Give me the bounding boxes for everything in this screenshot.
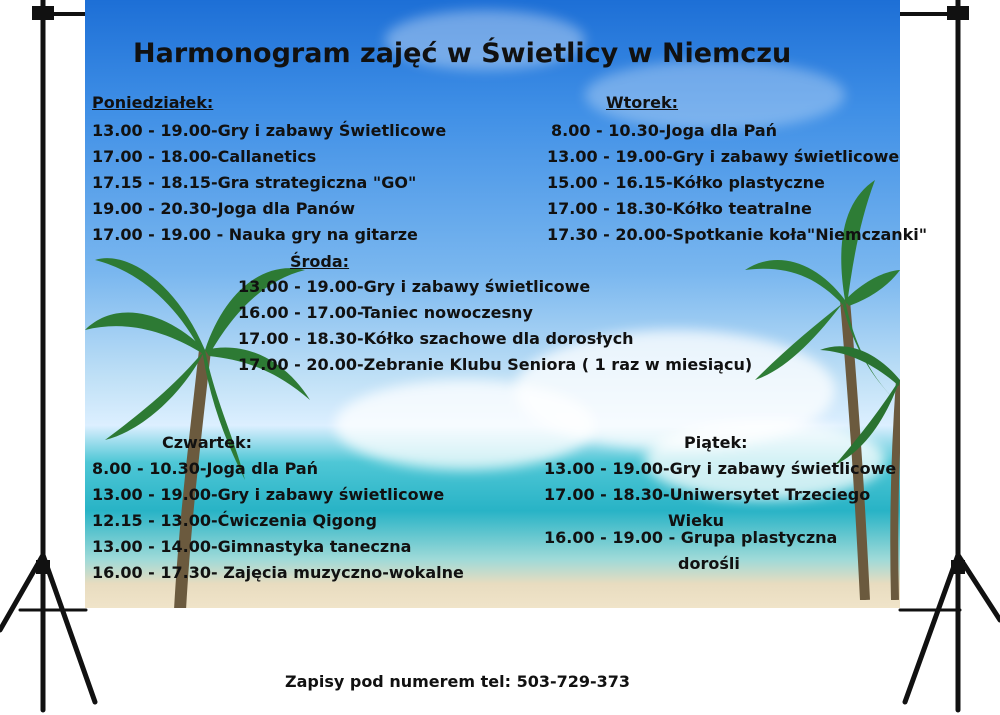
tuesday-item: 13.00 - 19.00-Gry i zabawy świetlicowe (547, 147, 900, 166)
thursday-item: 8.00 - 10.30-Joga dla Pań (92, 459, 319, 478)
tuesday-heading: Wtorek: (606, 93, 679, 112)
monday-item: 17.00 - 18.00-Callanetics (92, 147, 317, 166)
monday-item: 13.00 - 19.00-Gry i zabawy Świetlicowe (92, 121, 447, 140)
wednesday-item: 13.00 - 19.00-Gry i zabawy świetlicowe (238, 277, 591, 296)
friday-heading: Piątek: (684, 433, 748, 452)
friday-item-continued: Wieku (668, 511, 725, 530)
wednesday-item: 16.00 - 17.00-Taniec nowoczesny (238, 303, 533, 322)
monday-item: 17.15 - 18.15-Gra strategiczna "GO" (92, 173, 417, 192)
page-title: Harmonogram zajęć w Świetlicy w Niemczu (133, 38, 792, 69)
friday-item: 17.00 - 18.30-Uniwersytet Trzeciego (544, 485, 871, 504)
monday-item: 17.00 - 19.00 - Nauka gry na gitarze (92, 225, 418, 244)
tuesday-item: 17.30 - 20.00-Spotkanie koła"Niemczanki" (547, 225, 928, 244)
tuesday-item: 15.00 - 16.15-Kółko plastyczne (547, 173, 825, 192)
friday-item: 13.00 - 19.00-Gry i zabawy świetlicowe (544, 459, 897, 478)
thursday-item: 12.15 - 13.00-Ćwiczenia Qigong (92, 511, 377, 530)
wednesday-item: 17.00 - 18.30-Kółko szachowe dla dorosłych (238, 329, 634, 348)
friday-item-continued: dorośli (678, 554, 740, 573)
tuesday-item: 8.00 - 10.30-Joga dla Pań (551, 121, 778, 140)
tuesday-item: 17.00 - 18.30-Kółko teatralne (547, 199, 812, 218)
wednesday-item: 17.00 - 20.00-Zebranie Klubu Seniora ( 1 raz w miesiącu) (238, 355, 753, 374)
monday-item: 19.00 - 20.30-Joga dla Panów (92, 199, 355, 218)
thursday-heading: Czwartek: (162, 433, 253, 452)
thursday-item: 13.00 - 14.00-Gimnastyka taneczna (92, 537, 412, 556)
monday-heading: Poniedziałek: (92, 93, 214, 112)
thursday-item: 16.00 - 17.30- Zajęcia muzyczno-wokalne (92, 563, 464, 582)
friday-item: 16.00 - 19.00 - Grupa plastyczna (544, 528, 838, 547)
thursday-item: 13.00 - 19.00-Gry i zabawy świetlicowe (92, 485, 445, 504)
signup-phone-text: Zapisy pod numerem tel: 503-729-373 (285, 672, 631, 691)
wednesday-heading: Środa: (290, 252, 350, 271)
